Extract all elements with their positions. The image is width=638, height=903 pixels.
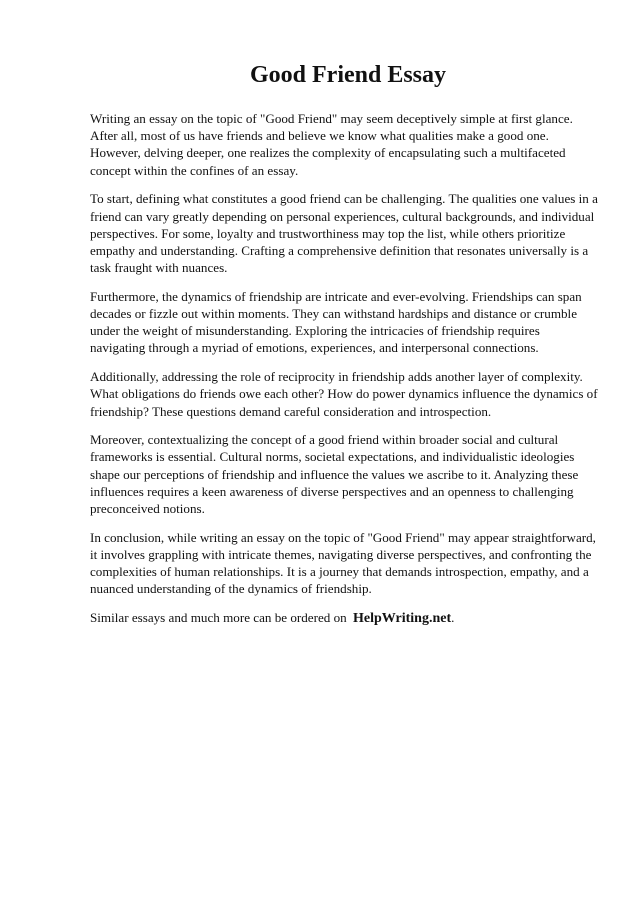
essay-paragraph-3: Furthermore, the dynamics of friendship are intricate and ever-evolving. Friendships can span decades or fizzle out within moments. They can withstand hardships and distance or crumble under the weight of misunderstanding. Exploring the intricacies of friendship requires navigating through a myriad of emotions, experiences, and interpersonal connections. <box>90 288 582 356</box>
essay-paragraph-6: In conclusion, while writing an essay on the topic of "Good Friend" may appear straightforward, it involves grappling with intricate themes, navigating diverse perspectives, and confronting the complexities of human relationships. It is a journey that demands introspection, empathy, and a nuanced understanding of the dynamics of friendship. <box>90 529 596 597</box>
essay-paragraph-5: Moreover, contextualizing the concept of a good friend within broader social and cultural frameworks is essential. Cultural norms, societal expectations, and individualistic ideologies shape our perceptions of friendship and influence the values we ascribe to it. Analyzing these influences requires a keen awareness of diverse perspectives and an openness to challenging preconceived notions. <box>90 432 579 517</box>
closing-suffix: . <box>451 610 455 626</box>
helpwriting-link[interactable]: HelpWriting.net <box>352 611 452 627</box>
essay-paragraph-4: Additionally, addressing the role of reciprocity in friendship adds another layer of complexity. What obligations do friends owe each other? How do power dynamics influence the dynamics of friendship? These questions demand careful consideration and introspection. <box>90 369 598 419</box>
essay-paragraph-1: Writing an essay on the topic of "Good Friend" may seem deceptively simple at first glance. After all, most of us have friends and believe we know what qualities make a good one. However, delving deeper, one realizes the complexity of encapsulating such a multifaceted concept within the confines of an essay. <box>90 111 573 178</box>
essay-paragraph-2: To start, defining what constitutes a good friend can be challenging. The qualities one values in a friend can vary greatly depending on personal experiences, cultural backgrounds, and individual perspectives. For some, loyalty and trustworthiness may top the list, while others prioritize empathy and understanding. Crafting a comprehensive definition that resonates universally is a task fraught with nuances. <box>90 191 598 276</box>
essay-title: Good Friend Essay <box>249 62 447 88</box>
closing-text: Similar essays and much more can be ordered on <box>90 610 347 626</box>
closing-line <box>90 609 598 627</box>
